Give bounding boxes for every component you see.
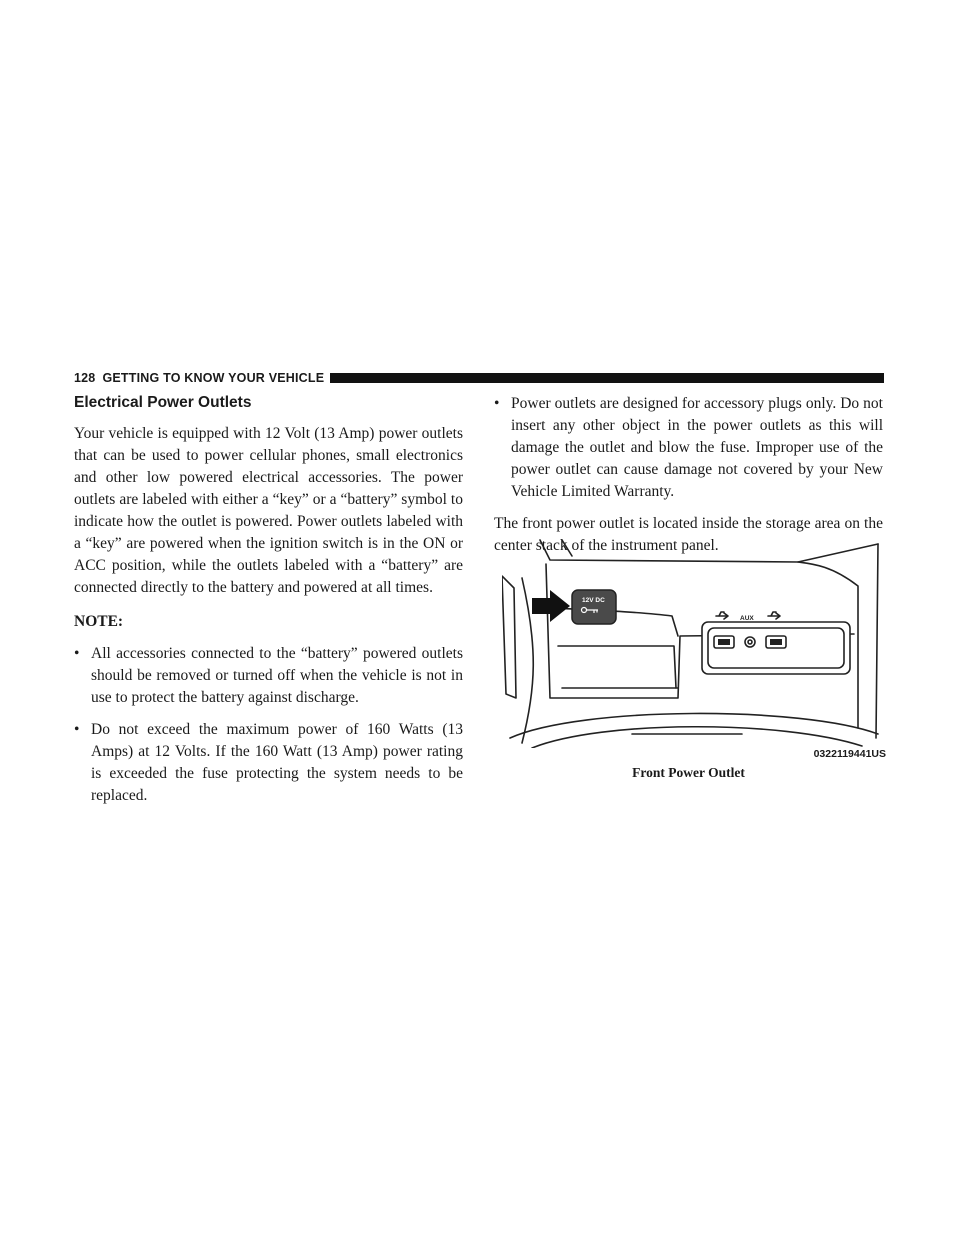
left-column — [74, 393, 463, 817]
list-item — [494, 393, 883, 503]
power-outlet-illustration — [502, 538, 886, 760]
note-list — [74, 643, 463, 807]
figure-caption: Front Power Outlet — [632, 765, 745, 780]
list-item-text: All accessories connected to the “battery” powered outlets should be removed or turned off when the vehicle is not in use to protect the battery against discharge. — [91, 645, 463, 706]
image-code: 0322119441US — [813, 748, 886, 760]
bullet-icon: • — [74, 721, 80, 738]
aux-label: AUX — [740, 615, 754, 622]
list-item-text: Power outlets are designed for accessory plugs only. Do not insert any other object in the power outlets as this will damage the outlet and blow the fuse. Improper use of the power outlet can cause damage not covered by your New Vehicle Limited Warranty. — [511, 395, 883, 500]
bullet-icon: • — [74, 645, 80, 662]
location-paragraph: The front power outlet is located inside the storage area on the center stack of the instrument panel. — [494, 515, 883, 554]
list-item-text: Do not exceed the maximum power of 160 Watts (13 Amps) at 12 Volts. If the 160 Watt (13 Amp) power rating is exceeded the fuse protecting the system needs to be replaced. — [91, 721, 463, 804]
section-heading: Electrical Power Outlets — [74, 394, 252, 411]
section-title: GETTING TO KNOW YOUR VEHICLE — [102, 371, 325, 385]
list-item — [74, 643, 463, 709]
pointer-arrow-icon — [532, 590, 570, 622]
page-header — [74, 370, 884, 386]
note-label: NOTE: — [74, 613, 124, 630]
bullet-icon: • — [494, 395, 500, 412]
header-rule — [330, 373, 884, 383]
console-drawing — [502, 538, 886, 748]
page-number: 128 — [74, 371, 96, 385]
list-item — [74, 719, 463, 807]
intro-paragraph: Your vehicle is equipped with 12 Volt (13 Amp) power outlets that can be used to power cellular phones, small electronics and other low powered electrical accessories. The power outlets are labeled with either a “key” or a “battery” symbol to indicate how the outlet is powered. Power outlets labeled with a “key” are powered when the ignition switch is in the ON or ACC position, while the outlets labeled with a “battery” are connected directly to the battery and powered at all times. — [74, 425, 463, 596]
note-list-continued — [494, 393, 883, 503]
outlet-label: 12V DC — [582, 597, 605, 604]
